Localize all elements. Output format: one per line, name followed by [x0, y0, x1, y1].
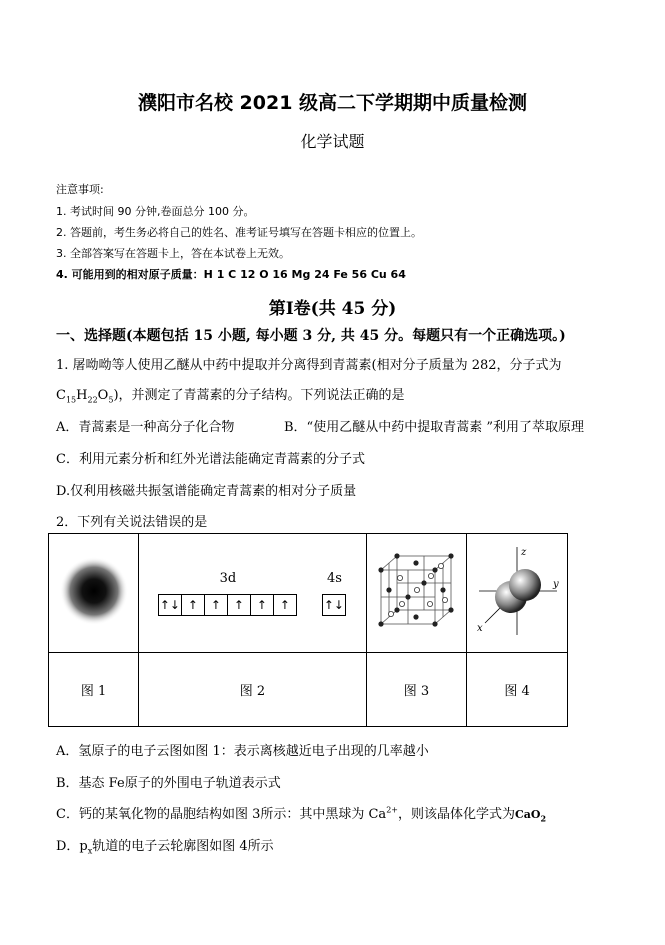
orbital-3d-label: 3d [219, 570, 237, 586]
q1-option-a: A．青蒿素是一种高分子化合物 [56, 420, 235, 435]
electron-cloud-figure [59, 556, 129, 626]
orbital-3d-group [159, 571, 297, 616]
page-subtitle: 化学试题 [300, 132, 365, 151]
orbital-box: ↑ [250, 594, 274, 616]
q2-stem: 2．下列有关说法错误的是 [56, 515, 208, 530]
q1-option-d: D.仅利用核磁共振氢谱能确定青蒿素的相对分子质量 [56, 484, 357, 499]
note-item: 4. 可能用到的相对原子质量：H 1 C 12 O 16 Mg 24 Fe 56 Cu 64 [56, 268, 406, 281]
q1-option-c: C．利用元素分析和红外光谱法能确定青蒿素的分子式 [56, 452, 365, 467]
figure-4-cell [467, 534, 568, 653]
axis-x-label: x [477, 623, 483, 634]
orbital-box: ↑↓ [158, 594, 182, 616]
q2-option-c: C．钙的某氧化物的晶胞结构如图 3所示：其中黑球为 $Ca^{2+}$，则该晶体化学式为CaO$_2$ [56, 805, 547, 824]
figure-3-cell [366, 534, 466, 653]
figure-2-cell [139, 534, 367, 653]
figure-4-caption: 图 4 [467, 653, 568, 727]
px-orbital-figure [469, 543, 565, 639]
crystal-cell-figure [373, 548, 459, 634]
note-item: 3. 全部答案写在答题卡上，答在本试卷上无效。 [56, 247, 290, 260]
figure-2-caption: 图 2 [139, 653, 367, 727]
figure-table [48, 533, 568, 727]
notes-heading: 注意事项: [56, 183, 104, 196]
section-title: 第Ⅰ卷(共 45 分) [268, 299, 397, 319]
note-item: 1. 考试时间 90 分钟,卷面总分 100 分。 [56, 205, 255, 218]
axis-z-label: z [521, 547, 527, 558]
q2-option-d: D．$p_x$轨道的电子云轮廓图如图 4所示 [56, 839, 274, 856]
note-item: 2. 答题前，考生务必将自己的姓名、准考证号填写在答题卡相应的位置上。 [56, 226, 422, 239]
q1-stem-line2: $C_{15}H_{22}O_5$)，并测定了青蒿素的分子结构。下列说法正确的是 [56, 388, 405, 405]
q1-option-b: B．“使用乙醚从中药中提取青蒿素 ”利用了萃取原理 [284, 420, 584, 435]
orbital-box: ↑ [227, 594, 251, 616]
orbital-box: ↑ [181, 594, 205, 616]
q2-option-a: A．氢原子的电子云图如图 1：表示离核越近电子出现的几率越小 [56, 744, 429, 759]
figure-1-cell [49, 534, 139, 653]
orbital-box: ↑↓ [322, 594, 346, 616]
figure-3-caption: 图 3 [366, 653, 466, 727]
orbital-4s-group [323, 571, 346, 616]
q1-stem: 1. 屠呦呦等人使用乙醚从中药中提取并分离得到青蒿素(相对分子质量为 282，分子式为 [56, 358, 562, 373]
orbital-box: ↑ [204, 594, 228, 616]
part-heading: 一、选择题(本题包括 15 小题, 每小题 3 分, 共 45 分。每题只有一个正确选项。) [56, 328, 566, 344]
q2-option-b: B．基态 Fe原子的外围电子轨道表示式 [56, 776, 281, 791]
page-title: 濮阳市名校 2021 级高二下学期期中质量检测 [137, 92, 528, 114]
orbital-4s-label: 4s [326, 570, 342, 586]
axis-y-label: y [553, 579, 559, 590]
orbital-box: ↑ [273, 594, 297, 616]
figure-1-caption: 图 1 [49, 653, 139, 727]
